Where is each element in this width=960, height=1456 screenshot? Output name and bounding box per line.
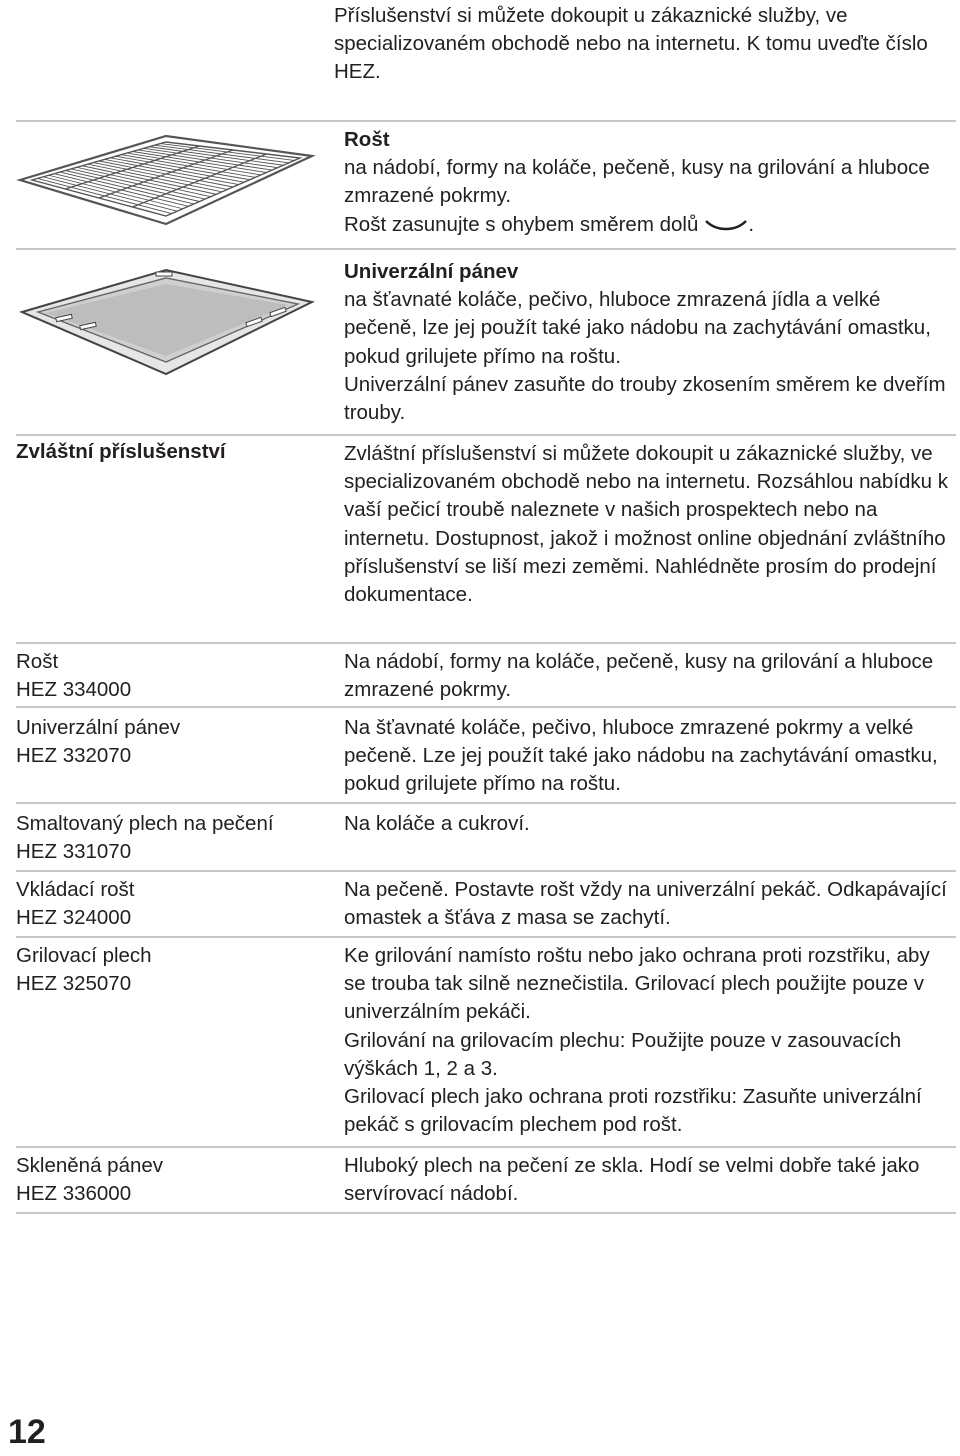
accessory-name: Vkládací rošt	[16, 878, 135, 901]
accessory-name-grill	[16, 942, 326, 998]
special-description: Zvláštní příslušenství si můžete dokoupit u zákaznické služby, ve specializovaném obchodě nebo na internetu. Rozsáhlou nabídku k vaší pečicí troubě naleznete v našich prospektech nebo na internetu. Dostupnost, jakož i možnost online objednání zvláštního příslušenství se liší mezi zeměmi. Nahlédněte prosím do prodejní dokumentace.	[344, 442, 949, 607]
divider	[16, 434, 956, 436]
accessory-desc: Na nádobí, formy na koláče, pečeně, kusy na grilování a hluboce zmrazené pokrmy.	[344, 650, 934, 702]
accessory-desc: Grilování na grilovacím plechu: Použijte pouze v zasouvacích výškách 1, 2 a 3.	[344, 1028, 902, 1080]
accessory-desc: Ke grilování namísto roštu nebo jako ochrana proti rozstřiku, aby se trouba tak silně neznečistila. Grilovací plech použijte pouze v univerzálním pekáči.	[344, 944, 930, 1024]
accessory-desc: Na šťavnaté koláče, pečivo, hluboce zmrazené pokrmy a velké pečeně. Lze jej použít také jako nádobu na zachytávání omastku, pokud grilujete přímo na roštu.	[344, 716, 938, 796]
divider	[16, 642, 956, 644]
accessory-name: Univerzální pánev	[16, 716, 181, 739]
divider	[16, 706, 956, 708]
accessory-name-enamel	[16, 810, 326, 866]
accessory-name-insert	[16, 876, 326, 932]
accessory-desc: Na pečeně. Postavte rošt vždy na univerzální pekáč. Odkapávající omastek a šťáva z masa se zachytí.	[344, 878, 947, 930]
divider	[16, 802, 956, 804]
item-rack-line: Rošt zasunujte s ohybem směrem dolů .	[344, 212, 755, 236]
accessory-name: Smaltovaný plech na pečení	[16, 812, 274, 835]
item-pan-line: Univerzální pánev zasuňte do trouby zkosením směrem ke dveřím trouby.	[344, 372, 946, 425]
accessory-code: HEZ 336000	[16, 1182, 132, 1206]
divider	[16, 1146, 956, 1148]
accessory-name-pan	[16, 714, 326, 770]
intro-text: Příslušenství si můžete dokoupit u zákaznické služby, ve specializovaném obchodě nebo na internetu. K tomu uveďte číslo HEZ.	[334, 4, 928, 83]
accessory-desc-enamel	[344, 810, 956, 838]
divider	[16, 1212, 956, 1214]
item-pan-line: na šťavnaté koláče, pečivo, hluboce zmrazená jídla a velké pečeně, lze jej použít také jako nádobu na zachytávání omastku, pokud grilujete přímo na roštu.	[344, 288, 931, 368]
accessory-desc-insert	[344, 876, 956, 932]
accessory-name: Rošt	[16, 650, 59, 673]
accessory-name: Skleněná pánev	[16, 1154, 164, 1177]
item-pan-title: Univerzální pánev	[344, 260, 519, 283]
accessory-desc-rack	[344, 648, 956, 704]
divider	[16, 248, 956, 250]
item-rack	[344, 126, 956, 239]
accessory-name-rack	[16, 648, 326, 704]
accessory-code: HEZ 325070	[16, 972, 132, 996]
accessory-desc-grill	[344, 942, 956, 1139]
item-pan	[344, 258, 956, 427]
accessory-desc-glass	[344, 1152, 956, 1208]
accessory-name-glass	[16, 1152, 326, 1208]
accessory-code: HEZ 324000	[16, 906, 132, 930]
item-rack-title: Rošt	[344, 128, 390, 151]
accessory-desc: Grilovací plech jako ochrana proti rozstřiku: Zasuňte univerzální pekáč s grilovacím plechem pod rošt.	[344, 1085, 922, 1137]
accessory-desc: Na koláče a cukroví.	[344, 812, 530, 835]
page-number: 12	[8, 1413, 46, 1451]
accessory-desc-pan	[344, 714, 956, 799]
accessory-desc: Hluboký plech na pečení ze skla. Hodí se velmi dobře také jako servírovací nádobí.	[344, 1154, 920, 1206]
item-rack-insert-text: Rošt zasunujte s ohybem směrem dolů	[344, 212, 699, 236]
accessory-code: HEZ 334000	[16, 678, 132, 702]
accessory-code: HEZ 331070	[16, 840, 132, 864]
universal-pan-illustration	[16, 262, 316, 382]
divider	[16, 936, 956, 938]
divider	[16, 870, 956, 872]
accessory-name: Grilovací plech	[16, 944, 152, 967]
item-rack-line: na nádobí, formy na koláče, pečeně, kusy na grilování a hluboce zmrazené pokrmy.	[344, 156, 930, 208]
divider	[16, 120, 956, 122]
bend-down-icon	[704, 217, 748, 233]
special-accessories-title: Zvláštní příslušenství	[16, 440, 226, 463]
accessory-code: HEZ 332070	[16, 744, 132, 768]
wire-rack-illustration	[16, 128, 316, 228]
